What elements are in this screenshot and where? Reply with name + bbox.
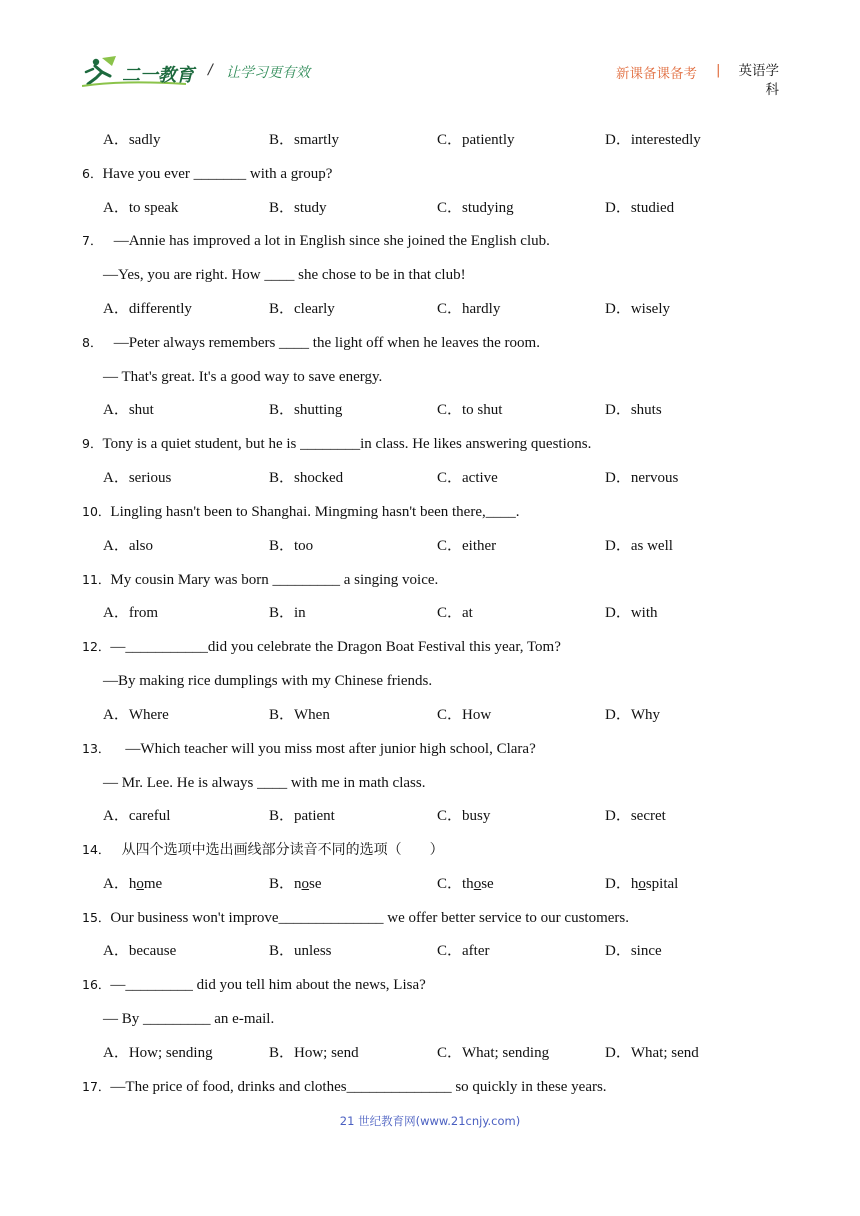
option-a: A．serious (103, 470, 172, 486)
question-number: 11． (82, 572, 111, 587)
option-a: A．also (103, 538, 153, 554)
option-d: D．as well (605, 538, 673, 554)
option-c: C．What; sending (437, 1045, 550, 1061)
header-slogan: 让学习更有效 (226, 65, 310, 81)
question-stem (82, 334, 540, 352)
question-number: 8． (82, 335, 103, 350)
question-text: My cousin Mary was born _________ a singing voice. (110, 572, 439, 588)
question-reply: — That's great. It's a good way to save energy. (103, 369, 383, 385)
question-text: Lingling hasn't been to Shanghai. Mingming hasn't been there,____. (110, 504, 520, 520)
option-b: B．shocked (269, 470, 344, 486)
option-a: A．careful (103, 808, 171, 824)
option-c: C．busy (437, 808, 491, 824)
question-text: Have you ever _______ with a group? (102, 166, 333, 182)
header-brand: 新课备课备考 (616, 66, 697, 82)
option-c: C．How (437, 707, 492, 723)
option-b: B．smartly (269, 132, 339, 148)
underlined-letter: o (473, 876, 482, 892)
question-number: 9． (82, 436, 103, 451)
option-d: D．shuts (605, 402, 662, 418)
option-a: A．to speak (103, 200, 179, 216)
question-number: 10． (82, 504, 111, 519)
question-text: Tony is a quiet student, but he is ________in class. He likes answering questions. (102, 436, 592, 452)
option-d: D．Why (605, 707, 660, 723)
option-c: C．hardly (437, 301, 501, 317)
question-text: Our business won't improve______________ we offer better service to our customers. (110, 910, 629, 926)
question-reply: — By _________ an e-mail. (103, 1011, 275, 1027)
option-b: B．in (269, 605, 306, 621)
question-number: 7． (82, 233, 103, 248)
option-d: D．studied (605, 200, 675, 216)
underlined-letter: o (136, 876, 144, 892)
question-number: 16． (82, 977, 111, 992)
question-number: 17． (82, 1079, 111, 1094)
option-d: D．since (605, 943, 662, 959)
option-b: B．patient (269, 808, 335, 824)
header-slash: / (208, 62, 213, 78)
option-c: C．to shut (437, 402, 503, 418)
option-d: D．What; send (605, 1045, 699, 1061)
option-c: C．studying (437, 200, 514, 216)
question-stem (82, 638, 561, 656)
question-stem (82, 232, 550, 250)
option-c: C．active (437, 470, 498, 486)
option-c: C．after (437, 943, 490, 959)
option-a: A．How; sending (103, 1045, 213, 1061)
option-c: C．patiently (437, 132, 515, 148)
underlined-letter: o (638, 876, 646, 892)
option-b: B．too (269, 538, 314, 554)
underlined-letter: o (301, 876, 310, 892)
question-stem (82, 976, 426, 994)
option-a: A．shut (103, 402, 154, 418)
page-footer: 21 世纪教育网(www.21cnjy.com) (339, 1114, 521, 1128)
question-reply: —By making rice dumplings with my Chinese friends. (103, 673, 433, 689)
option-b: B．clearly (269, 301, 335, 317)
question-stem (82, 435, 591, 453)
option-c: C．at (437, 605, 473, 621)
option-b: B．study (269, 200, 327, 216)
question-text: —Peter always remembers ____ the light off when he leaves the room. (113, 335, 540, 351)
question-stem (82, 571, 438, 589)
option-d: D．with (605, 605, 658, 621)
question-number: 12． (82, 639, 111, 654)
option-a: A．differently (103, 301, 192, 317)
option-d: D．interestedly (605, 132, 701, 148)
option-a: A．Where (103, 707, 169, 723)
question-stem (82, 1078, 607, 1096)
option-b: B．unless (269, 943, 332, 959)
option-d: D．nervous (605, 470, 679, 486)
question-text: —___________did you celebrate the Dragon Boat Festival this year, Tom? (110, 639, 561, 655)
question-text: —Annie has improved a lot in English since she joined the English club. (113, 233, 550, 249)
option-a: A．because (103, 943, 177, 959)
question-text: —_________ did you tell him about the news, Lisa? (110, 977, 426, 993)
option-b: B．When (269, 707, 330, 723)
question-text: —Which teacher will you miss most after junior high school, Clara? (125, 741, 536, 757)
question-text: —The price of food, drinks and clothes______________ so quickly in these years. (110, 1079, 607, 1095)
logo-text: 二一教育 (122, 65, 194, 86)
option-c: C．those (437, 876, 494, 892)
question-reply: —Yes, you are right. How ____ she chose to be in that club! (103, 267, 466, 283)
question-number: 13． (82, 741, 111, 756)
question-stem (82, 740, 536, 758)
option-d: D．wisely (605, 301, 670, 317)
header-divider: | (716, 62, 721, 78)
question-stem (82, 909, 629, 927)
option-a: A．sadly (103, 132, 161, 148)
question-reply: — Mr. Lee. He is always ____ with me in math class. (103, 775, 426, 791)
question-stem (82, 165, 332, 183)
page-header (0, 0, 860, 110)
option-b: B．How; send (269, 1045, 359, 1061)
option-c: C．either (437, 538, 497, 554)
option-d: D．secret (605, 808, 666, 824)
question-stem (82, 503, 520, 521)
question-stem (82, 841, 444, 859)
header-subject: 英语学科 (738, 63, 779, 98)
option-a: A．home (103, 876, 163, 892)
option-a: A．from (103, 605, 158, 621)
question-number: 14． (82, 842, 111, 857)
question-number: 15． (82, 910, 111, 925)
option-b: B．nose (269, 876, 322, 892)
question-number: 6． (82, 166, 103, 181)
option-d: D．hospital (605, 876, 679, 892)
option-b: B．shutting (269, 402, 343, 418)
question-text: 从四个选项中选出画线部分读音不同的选项（ ） (121, 842, 444, 858)
